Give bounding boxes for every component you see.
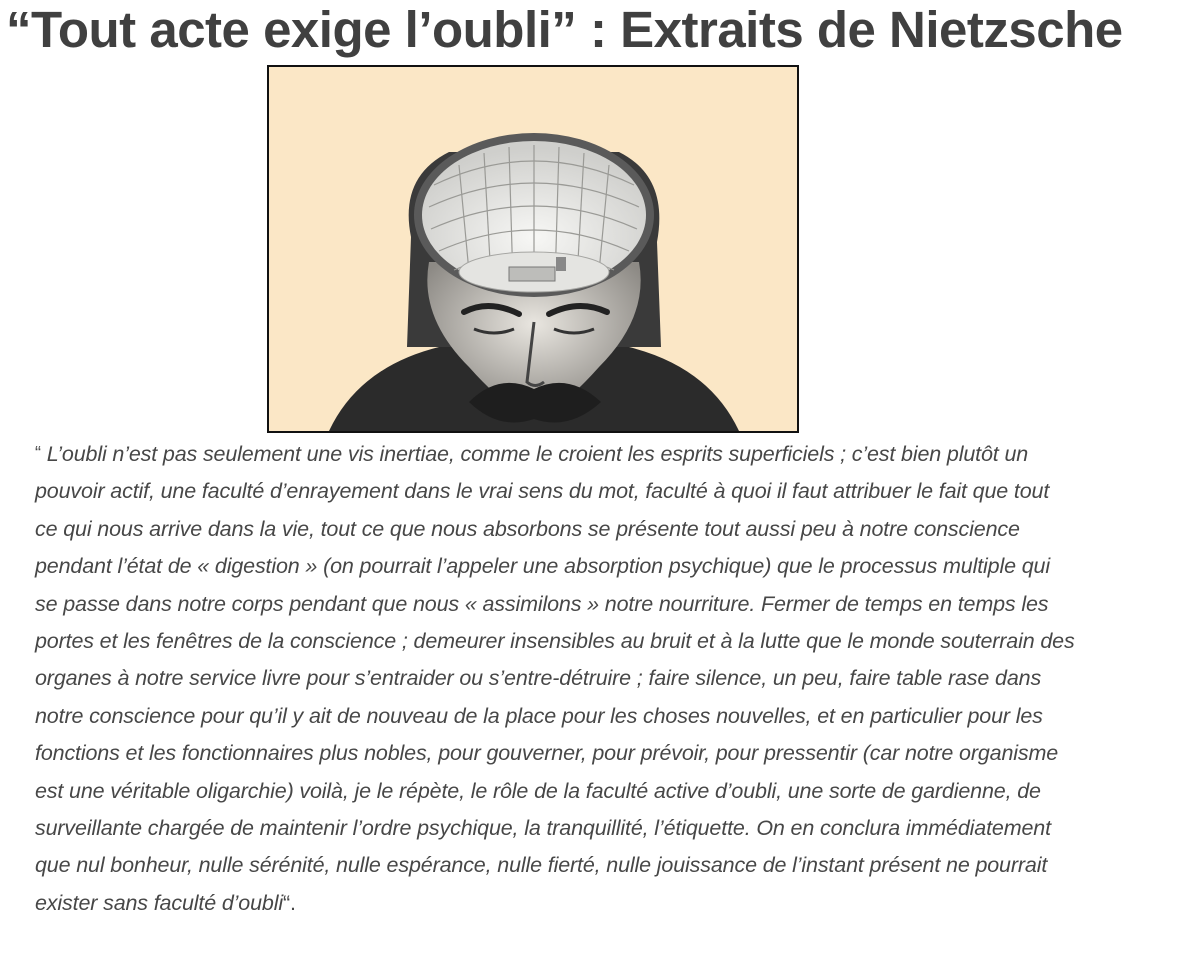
page-title: “Tout acte exige l’oubli” : Extraits de Nietzsche	[6, 1, 1123, 58]
article-illustration	[267, 65, 799, 433]
opening-quote-mark: “	[35, 443, 41, 463]
quote-body: L’oubli n’est pas seulement une vis inertiae, comme le croient les esprits superficiels ; c’est bien plutôt un pouvoir actif, une faculté d’enrayement dans le vrai sens du mot, faculté à quoi il faut attribuer le fait que tout ce qui nous arrive dans la vie, tout ce que nous absorbons se présente tout aussi peu à notre conscience pendant l’état de « digestion » (on pourrait l’appeler une absorption psychique) que le processus multiple qui se passe dans notre corps pendant que nous « assimilons » notre nourriture. Fermer de temps en temps les portes et les fenêtres de la conscience ; demeurer insensibles au bruit et à la lutte que le monde souterrain des organes à notre service livre pour s’entraider ou s’entre-détruire ; faire silence, un peu, faire table rase dans notre conscience pour qu’il y ait de nouveau de la place pour les choses nouvelles, et en particulier pour les fonctions et les fonctionnaires plus nobles, pour gouverner, pour prévoir, pour pressentir (car notre organisme est une véritable oligarchie) voilà, je le répète, le rôle de la faculté active d’oubli, une sorte de gardienne, de surveillante chargée de maintenir l’ordre psychique, la tranquillité, l’étiquette. On en conclura immédiatement que nul bonheur, nulle sérénité, nulle espérance, nulle fierté, nulle jouissance de l’instant présent ne pourrait exister sans faculté d’oubli	[35, 442, 1075, 915]
closing-quote-mark: “.	[282, 890, 296, 915]
nietzsche-quote	[35, 435, 1075, 922]
head-archive-drawing	[269, 67, 797, 431]
